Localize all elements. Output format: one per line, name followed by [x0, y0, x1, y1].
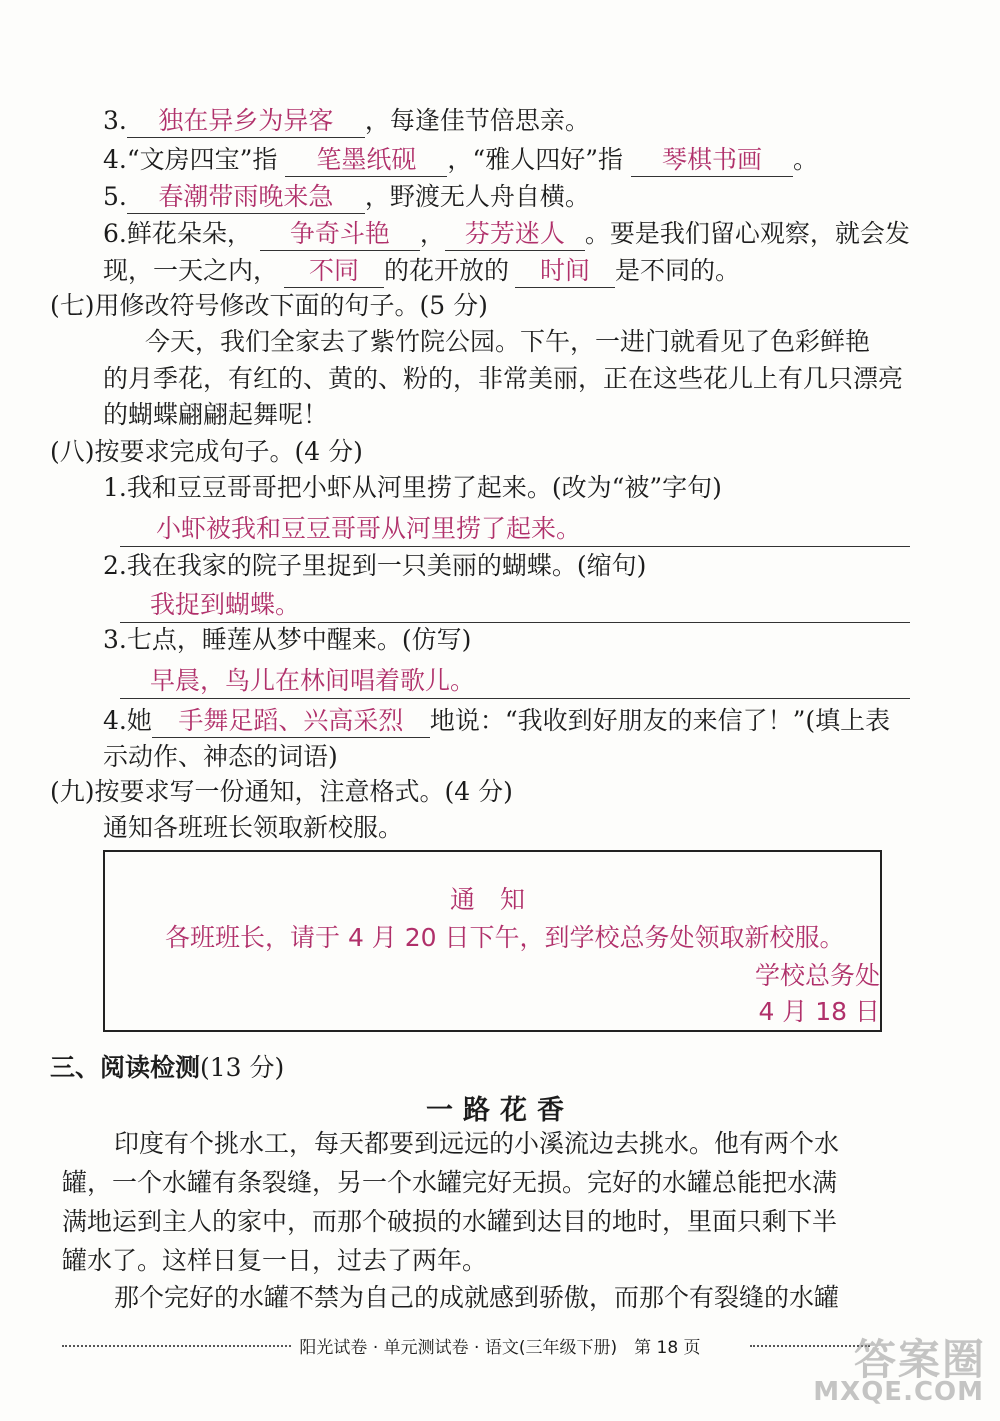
- section-8-question-2: 2.我在我家的院子里捉到一只美丽的蝴蝶。(缩句): [103, 551, 647, 580]
- question-text: 6.鲜花朵朵，: [103, 219, 252, 248]
- notice-date: 4 月 18 日: [758, 997, 880, 1026]
- section-9-heading: (九)按要求写一份通知，注意格式。(4 分): [50, 777, 513, 806]
- answer-blank: 争奇斗艳: [260, 218, 420, 251]
- question-number: 3.: [103, 106, 127, 135]
- section-7-sentence: 的蝴蝶翩翩起舞呢！: [103, 400, 329, 429]
- notice-answer-box: [103, 850, 882, 1032]
- passage-line: 印度有个挑水工，每天都要到远远的小溪流边去挑水。他有两个水: [114, 1129, 840, 1158]
- section-8-question-3: 3.七点，睡莲从梦中醒来。(仿写): [103, 625, 472, 654]
- question-text: 。: [792, 145, 818, 174]
- fill-question-6: [103, 216, 910, 252]
- answer-blank: 时间: [515, 255, 615, 288]
- notice-title: 通 知: [450, 885, 526, 914]
- section-8-answer-2: 我捉到蝴蝶。: [120, 588, 910, 623]
- passage-line: 满地运到主人的家中，而那个破损的水罐到达目的地时，里面只剩下半: [62, 1207, 838, 1236]
- passage-line: 那个完好的水罐不禁为自己的成就感到骄傲，而那个有裂缝的水罐: [114, 1283, 840, 1312]
- section-8-question-4: [103, 703, 890, 739]
- question-text: ，每逢佳节倍思亲。: [364, 106, 590, 135]
- notice-body: 各班班长，请于 4 月 20 日下午，到学校总务处领取新校服。: [165, 923, 845, 952]
- question-text: ，: [419, 219, 445, 248]
- passage-paragraph-2: [62, 1278, 910, 1317]
- passage-line: 罐水了。这样日复一日，过去了两年。: [62, 1246, 488, 1275]
- question-text: 的花开放的: [384, 256, 510, 285]
- section-7-sentence: 今天，我们全家去了紫竹院公园。下午，一进门就看见了色彩鲜艳: [145, 327, 871, 356]
- watermark-logo: [813, 1327, 992, 1415]
- answer-blank: 芬芳迷人: [445, 218, 585, 251]
- answer-blank: 手舞足蹈、兴高采烈: [152, 705, 430, 738]
- question-text: 4.她: [103, 706, 152, 735]
- answer-blank: 春潮带雨晚来急: [127, 181, 365, 214]
- answer-blank: 不同: [284, 255, 384, 288]
- answer-blank: 笔墨纸砚: [285, 144, 447, 177]
- passage-title: 一路花香: [426, 1095, 574, 1126]
- section-8-heading: (八)按要求完成句子。(4 分): [50, 437, 363, 466]
- section-7-sentence: 的月季花，有红的、黄的、粉的，非常美丽，正在这些花儿上有几只漂亮: [103, 364, 904, 393]
- fill-question-4: [103, 142, 818, 178]
- part-3-title: 三、阅读检测: [50, 1053, 201, 1082]
- question-text: ，“雅人四好”指: [447, 145, 623, 174]
- question-number: 5.: [103, 182, 127, 211]
- notice-signature: 学校总务处: [754, 961, 880, 990]
- question-text: 地说：“我收到好朋友的来信了！”(填上表: [429, 706, 891, 735]
- question-text: 现，一天之内，: [103, 256, 279, 285]
- answer-blank: 独在异乡为异客: [127, 105, 365, 138]
- part-3-points: (13 分): [200, 1053, 285, 1082]
- passage-line: 罐，一个水罐有条裂缝，另一个水罐完好无损。完好的水罐总能把水满: [62, 1168, 838, 1197]
- passage-paragraph-1: [62, 1124, 910, 1280]
- answer-blank: 琴棋书画: [631, 144, 793, 177]
- section-7-heading: (七)用修改符号修改下面的句子。(5 分): [50, 291, 488, 320]
- question-text: ，野渡无人舟自横。: [364, 182, 590, 211]
- question-text: 4.“文房四宝”指: [103, 145, 278, 174]
- watermark-url: MXQE.COM: [813, 1377, 984, 1407]
- part-3-heading: [50, 1050, 284, 1086]
- fill-question-6-line2: [103, 253, 740, 289]
- watermark-text: 答案圈: [853, 1335, 986, 1384]
- section-8-question-1: 1.我和豆豆哥哥把小虾从河里捞了起来。(改为“被”字句): [103, 473, 722, 502]
- question-text: 。要是我们留心观察，就会发: [584, 219, 910, 248]
- fill-question-3: [103, 103, 590, 139]
- footer-text: 阳光试卷 · 单元测试卷 · 语文(三年级下册) 第 18 页: [291, 1338, 708, 1358]
- fill-question-5: [103, 179, 590, 215]
- section-8-answer-1: 小虾被我和豆豆哥哥从河里捞了起来。: [120, 512, 910, 547]
- section-9-task: 通知各班班长领取新校服。: [103, 813, 404, 842]
- section-8-answer-3: 早晨，鸟儿在林间唱着歌儿。: [120, 664, 910, 699]
- question-text: 是不同的。: [615, 256, 741, 285]
- section-8-question-4-line2: 示动作、神态的词语): [103, 742, 338, 771]
- footer-dotted-rule-left: [62, 1345, 322, 1347]
